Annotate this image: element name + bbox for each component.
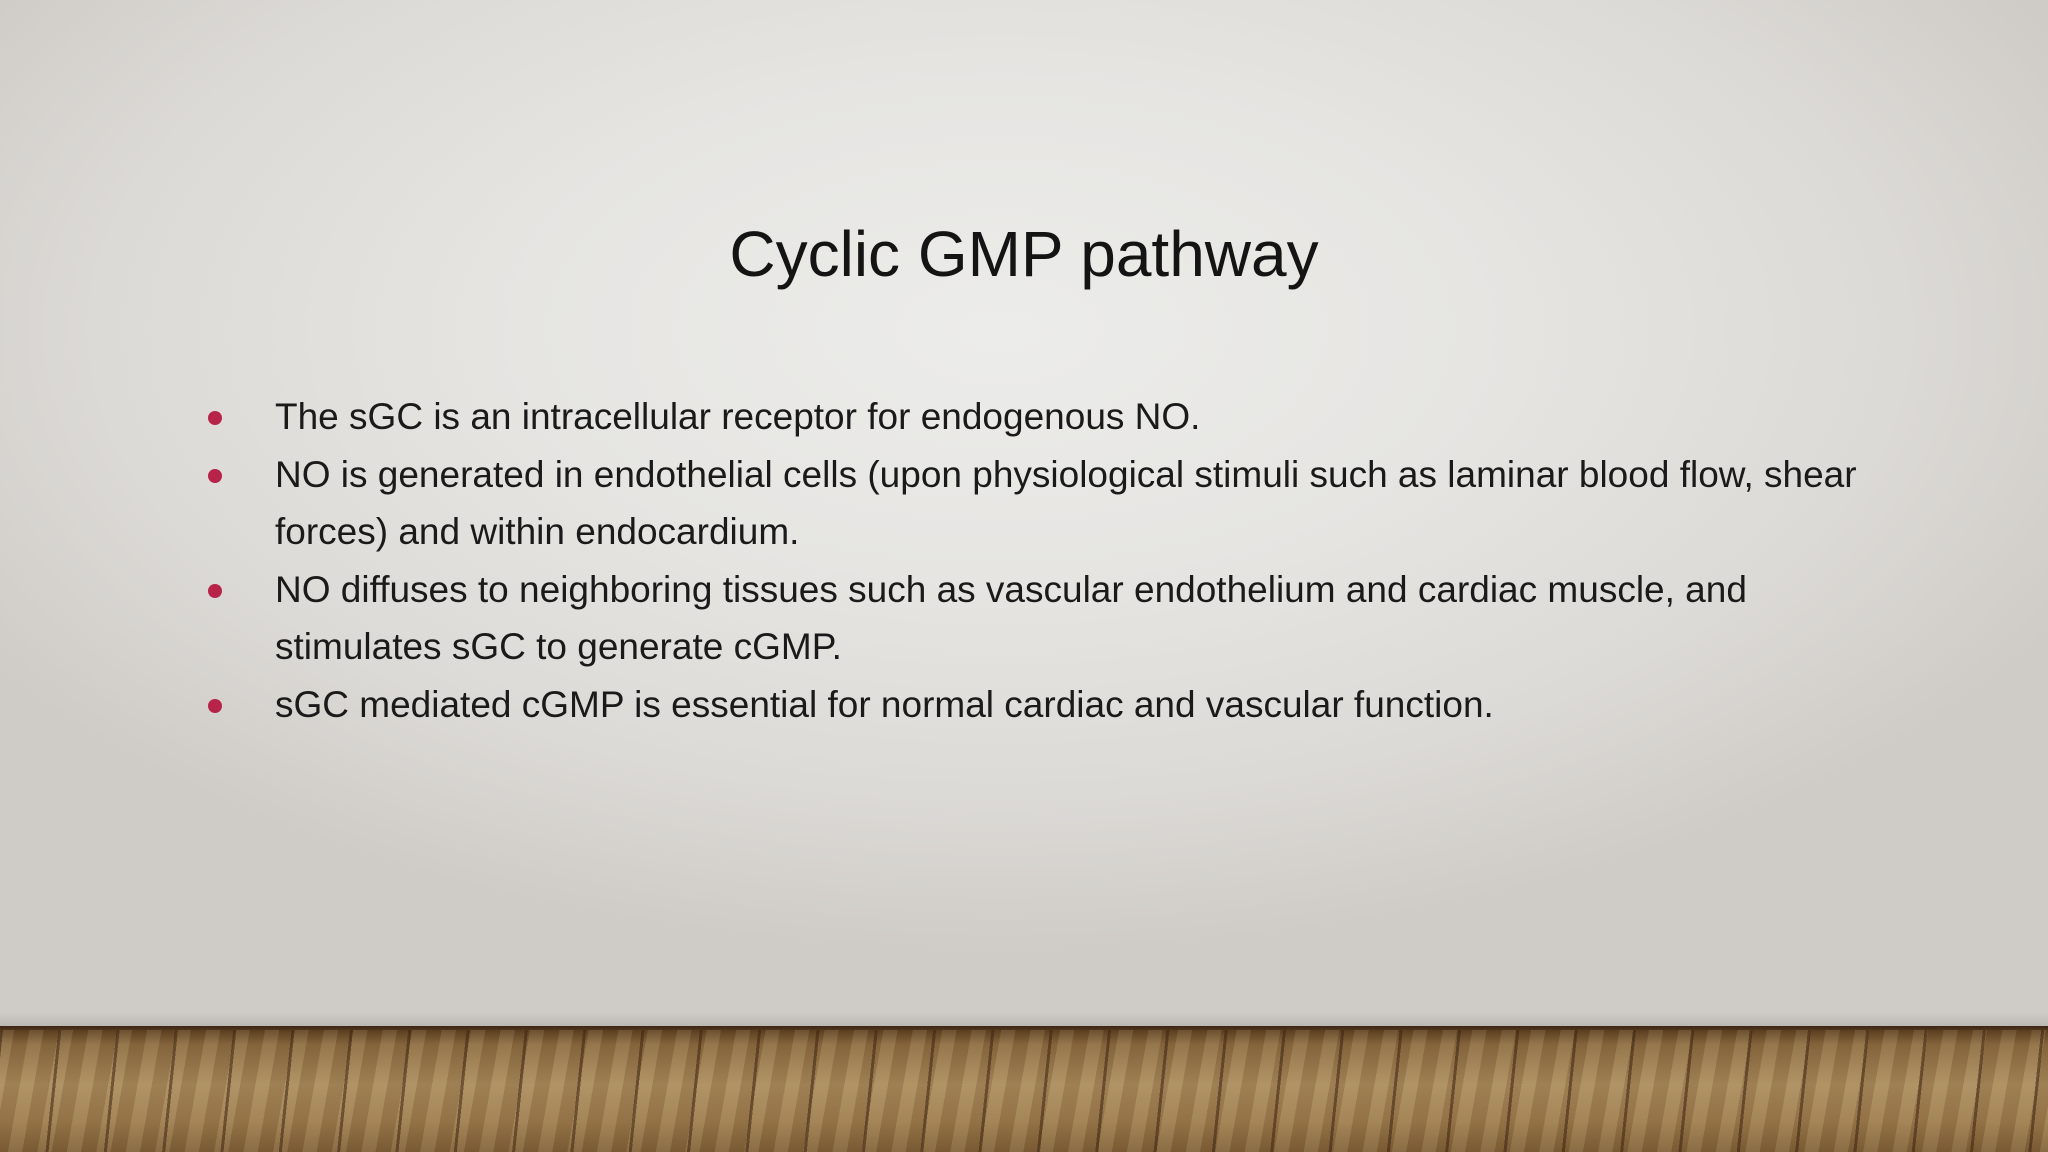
bullet-dot-icon (208, 411, 222, 425)
bullet-dot-icon (208, 584, 222, 598)
bullet-text: sGC mediated cGMP is essential for normal cardiac and vascular function. (275, 683, 1494, 725)
bullet-dot-icon (208, 699, 222, 713)
bullet-item (200, 388, 1900, 446)
bullet-list (200, 388, 1900, 733)
bullet-text: NO diffuses to neighboring tissues such as vascular endothelium and cardiac muscle, and stimulates sGC to generate cGMP. (275, 568, 1747, 667)
bullet-item (200, 446, 1900, 561)
bullet-item (200, 561, 1900, 676)
bullet-dot-icon (208, 469, 222, 483)
bullet-item (200, 676, 1900, 734)
bullet-text: The sGC is an intracellular receptor for endogenous NO. (275, 396, 1201, 437)
slide-title: Cyclic GMP pathway (729, 218, 1319, 290)
wood-floor (0, 1030, 2048, 1152)
bullet-text: NO is generated in endothelial cells (upon physiological stimuli such as laminar blood flow, shear forces) and within endocardium. (275, 453, 1857, 552)
